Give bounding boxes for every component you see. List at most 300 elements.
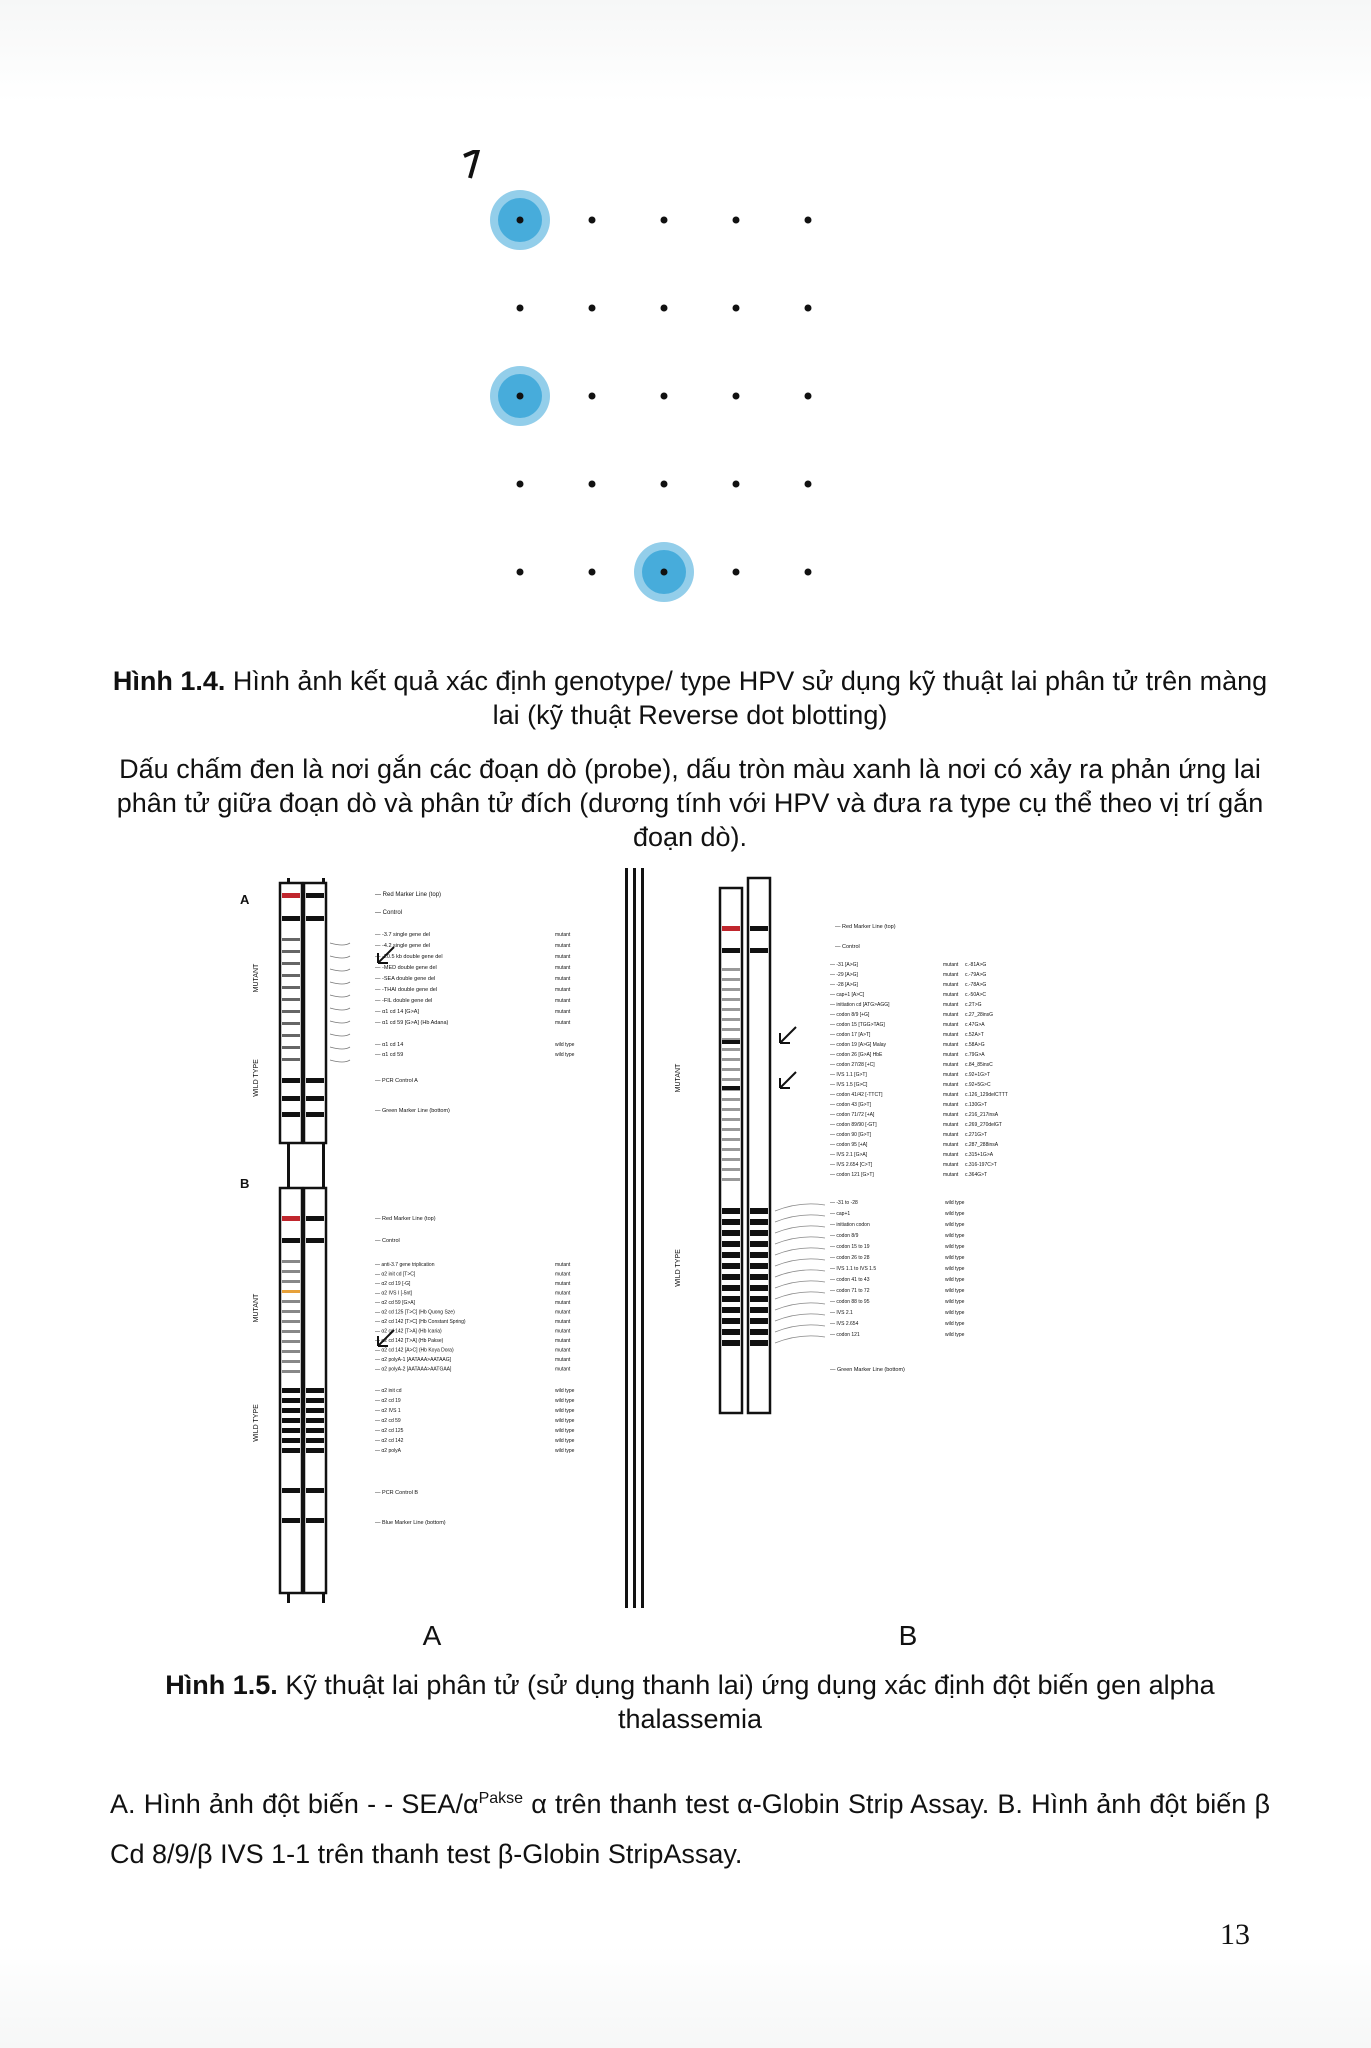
- strip-b-left-band: [722, 1230, 740, 1236]
- corner-mark-icon: [464, 150, 478, 178]
- strip-b-code: c.58A>G: [965, 1042, 985, 1048]
- strip-b-connector: [775, 1336, 825, 1343]
- strip-a-label: — anti-3.7 gene triplication: [375, 1262, 435, 1268]
- strip-b-label: — IVS 1.1 to IVS 1.5: [830, 1266, 877, 1272]
- strip-b-status: mutant: [943, 972, 959, 978]
- probe-dot: [733, 481, 740, 488]
- strip-a-status: mutant: [555, 976, 571, 982]
- probe-dot: [661, 305, 668, 312]
- strip-a-label: — PCR Control B: [375, 1490, 419, 1496]
- strip-a-section-b-right-band: [306, 1438, 324, 1443]
- strip-b-status: wild type: [945, 1266, 965, 1272]
- strip-b-connector: [775, 1237, 825, 1244]
- strip-b-label: — codon 27/28 [+C]: [830, 1062, 875, 1068]
- strip-b-label: — codon 8/9: [830, 1233, 859, 1239]
- strip-a-status: mutant: [555, 1281, 571, 1287]
- strip-b-left-band: [722, 1208, 740, 1214]
- strip-a-section-b-right-band: [306, 1238, 324, 1243]
- strip-a-connector: [330, 995, 350, 997]
- strip-b-left-band: [722, 1274, 740, 1280]
- strip-b-status: mutant: [943, 1022, 959, 1028]
- strip-b-label: — codon 15 [TGG>TAG]: [830, 1022, 885, 1028]
- strip-a-section-b-left-band: [282, 1290, 300, 1293]
- strip-b-left-band: [722, 1158, 740, 1161]
- strip-a-section-b-left-band: [282, 1418, 300, 1423]
- strip-b-status: mutant: [943, 1172, 959, 1178]
- strip-a-section-b-left-band: [282, 1448, 300, 1453]
- strip-b-left-band: [722, 988, 740, 991]
- probe-dot: [661, 393, 668, 400]
- strip-b-code: c.287_288insA: [965, 1142, 999, 1148]
- strip-a-section-b-left-band: [282, 1260, 300, 1263]
- strip-a-section-a-left-band: [282, 938, 300, 941]
- strip-a-section-a-left-band: [282, 1022, 300, 1025]
- strip-a-section-a-left-band: [282, 1010, 300, 1013]
- strip-b-left-band: [722, 1252, 740, 1258]
- strip-b-right-band: [750, 1318, 768, 1324]
- strip-a-section-b-right-band: [306, 1448, 324, 1453]
- strip-a-section-a-left-band: [282, 916, 300, 921]
- strip-b-connector: [775, 1226, 825, 1233]
- strip-a-section-b-left-band: [282, 1310, 300, 1313]
- strip-a-status: wild type: [555, 1052, 575, 1058]
- strip-b-status: mutant: [943, 1002, 959, 1008]
- strip-a-label: — α2 init cd: [375, 1388, 402, 1394]
- strip-a-label: — -MED double gene del: [375, 965, 437, 971]
- strip-b-left-band: [722, 968, 740, 971]
- strip-a-section-b-left-band: [282, 1438, 300, 1443]
- strip-b-status: mutant: [943, 982, 959, 988]
- strip-a-section-b-left-band: [282, 1370, 300, 1373]
- strip-a-label: — α2 IVS I [-5nt]: [375, 1290, 413, 1297]
- strip-b-status: mutant: [943, 962, 959, 968]
- strip-b-right-band: [750, 1230, 768, 1236]
- figure-1-4-caption: [110, 664, 1270, 732]
- figure-1-4-caption-label: Hình 1.4.: [112, 666, 226, 696]
- strip-a-status: mutant: [555, 965, 571, 971]
- strip-b-label: — initiation codon: [830, 1222, 870, 1228]
- strip-b-connector: [775, 1314, 825, 1321]
- strip-b-label: — codon 17 [A>T]: [830, 1032, 871, 1038]
- strip-b-label: — codon 8/9 [+G]: [830, 1012, 870, 1018]
- strip-b-label: — codon 26 to 28: [830, 1255, 870, 1261]
- figure-1-5-description-sup: Pakse: [478, 1790, 524, 1807]
- strip-b-left-band: [722, 978, 740, 981]
- strip-b-label: — codon 90 [G>T]: [830, 1132, 871, 1138]
- strip-b-left-band: [722, 1168, 740, 1171]
- strip-a-connector: [330, 943, 350, 945]
- strip-b-left-band: [722, 1048, 740, 1051]
- strip-a-connector: [330, 1047, 350, 1049]
- strip-b-connector: [775, 1270, 825, 1277]
- strip-b-left-band: [722, 998, 740, 1001]
- strip-a-label: — -SEA double gene del: [375, 976, 436, 982]
- strip-a-section-a-left-band: [282, 962, 300, 965]
- strip-a-section-b-right-band: [306, 1408, 324, 1413]
- strip-b-right-band: [750, 1307, 768, 1313]
- strip-a-section-a-left-band: [282, 1058, 300, 1061]
- strip-b-left-band: [722, 1128, 740, 1131]
- strip-b-left-band: [722, 1178, 740, 1181]
- strip-a-status: mutant: [555, 987, 571, 993]
- strip-a-label: — Control: [375, 1238, 400, 1244]
- strip-a-status: mutant: [555, 998, 571, 1004]
- strip-a-section-a-right-band: [306, 1096, 324, 1101]
- strip-b-code: c.271G>T: [965, 1132, 988, 1138]
- strip-b-label: — IVS 2.1 [G>A]: [830, 1152, 868, 1158]
- strip-b-status: mutant: [943, 1132, 959, 1138]
- strip-b-label: — codon 15 to 19: [830, 1244, 870, 1250]
- strip-a-section-b-left-band: [282, 1488, 300, 1493]
- probe-dot: [517, 481, 524, 488]
- figure-1-5-description-part2: α trên thanh test α-Globin Strip Assay. B. Hình ảnh đột biến β Cd 8/9/β IVS 1-1 trên thanh test β-Globin StripAssay.: [110, 1789, 1270, 1869]
- probe-dot: [805, 217, 812, 224]
- strip-b-status: mutant: [943, 1082, 959, 1088]
- strip-a-section-a-left-band: [282, 1078, 300, 1083]
- strip-a-section-b-right-band: [306, 1428, 324, 1433]
- strip-b-left-band: [722, 926, 740, 931]
- strip-b-label: — codon 88 to 95: [830, 1299, 870, 1305]
- strip-a-connector: [330, 956, 350, 958]
- strip-b-label: — Green Marker Line (bottom): [830, 1367, 905, 1373]
- strip-a-label: — α2 cd 142 [T>C] (Hb Constant Spring): [375, 1319, 466, 1325]
- strip-b-left-band: [722, 948, 740, 953]
- probe-dot: [733, 217, 740, 224]
- strip-a-status: mutant: [555, 1271, 571, 1278]
- strip-b-label: — codon 43 [G>T]: [830, 1102, 871, 1108]
- strip-b-right-band: [750, 1296, 768, 1302]
- strip-a-label: — α1 cd 14 [G>A]: [375, 1009, 419, 1015]
- strip-b-code: c.315+1G>A: [965, 1152, 994, 1158]
- strip-a-section-a-left-band: [282, 998, 300, 1001]
- strip-a-label: — α2 polyA: [375, 1448, 401, 1454]
- panel-label-a: A: [422, 1620, 442, 1651]
- dot-blot-figure: [460, 150, 880, 650]
- strip-b-label: — Red Marker Line (top): [835, 924, 896, 930]
- strip-b-left-band: [722, 1078, 740, 1081]
- strip-b-label: — codon 89/90 [-GT]: [830, 1122, 877, 1128]
- figure-1-5-caption: [110, 1668, 1270, 1736]
- strip-b-status: wild type: [945, 1332, 965, 1338]
- strip-b-status: wild type: [945, 1211, 965, 1217]
- strip-a-status: mutant: [555, 943, 571, 949]
- figure-1-4-description: Dấu chấm đen là nơi gắn các đoạn dò (probe), dấu tròn màu xanh là nơi có xảy ra phản ứng lai phân tử giữa đoạn dò và phân tử đích (dương tính với HPV và đưa ra type cụ thể theo vị trí gắn đoạn dò).: [116, 754, 1264, 852]
- figure-1-5-caption-text: Kỹ thuật lai phân tử (sử dụng thanh lai) ứng dụng xác định đột biến gen alpha thalassemia: [285, 1670, 1215, 1734]
- strip-a-status: mutant: [555, 1262, 571, 1268]
- strip-b-left-band: [722, 1068, 740, 1071]
- strip-b-right-band: [750, 926, 768, 931]
- strip-b-label: — codon 71/72 [+A]: [830, 1112, 875, 1118]
- strip-a-status: mutant: [555, 1328, 571, 1335]
- strip-a-status: mutant: [555, 1357, 571, 1363]
- strip-b-label: — Control: [835, 944, 860, 950]
- strip-a-section-b-left-band: [282, 1320, 300, 1323]
- strip-b-connector: [775, 1292, 825, 1299]
- strip-b-left-band: [722, 1285, 740, 1291]
- strip-b-left-band: [722, 1318, 740, 1324]
- strip-b-connector: [775, 1248, 825, 1255]
- strip-a-label: — -20.5 kb double gene del: [375, 954, 443, 960]
- strip-b-code: c.130G>T: [965, 1102, 988, 1108]
- divider-line-3: [641, 868, 644, 1608]
- strip-b-code: c.-50A>C: [965, 992, 986, 998]
- strip-b-status: mutant: [943, 1092, 959, 1098]
- strip-b-label: — codon 121 [G>T]: [830, 1172, 874, 1178]
- strip-b-left-band: [722, 1148, 740, 1151]
- strip-a-section-a-left-band: [282, 1034, 300, 1037]
- strip-b-code: c.2T>G: [965, 1002, 982, 1008]
- strip-a-label: — α2 cd 142 [T>A] (Hb Icaria): [375, 1328, 442, 1335]
- strip-b-label: — IVS 2.1: [830, 1310, 853, 1316]
- strip-b-figure: [660, 868, 1060, 1568]
- strip-a-section-a-left-band: [282, 974, 300, 977]
- strip-a-status: wild type: [555, 1428, 575, 1434]
- strip-b-right-band: [750, 1329, 768, 1335]
- strip-b-code: c.-81A>G: [965, 962, 987, 968]
- strip-a-section-b-left-band: [282, 1280, 300, 1283]
- probe-dot: [661, 217, 668, 224]
- strip-b-side-label-wildtype: WILD TYPE: [675, 1249, 682, 1287]
- strip-b-connector: [775, 1215, 825, 1222]
- probe-dot: [589, 569, 596, 576]
- strip-a-status: mutant: [555, 1366, 571, 1373]
- strip-b-code: c.47G>A: [965, 1022, 985, 1028]
- strip-a-section-a-left-band: [282, 893, 300, 898]
- probe-dot: [517, 393, 524, 400]
- strip-a-label: — -THAI double gene del: [375, 987, 438, 993]
- arrow-icon: [780, 1027, 796, 1043]
- strip-b-code: c.269_270delGT: [965, 1122, 1002, 1128]
- strip-a-label: — α2 cd 125: [375, 1428, 404, 1434]
- strip-b-left-band: [722, 1028, 740, 1031]
- strip-a-section-b-left-band: [282, 1330, 300, 1333]
- strip-b-code: c.364G>T: [965, 1172, 988, 1178]
- page-number: 13: [1220, 1918, 1250, 1951]
- strip-b-left-band: [722, 1138, 740, 1141]
- strip-b-code: c.-79A>G: [965, 972, 987, 978]
- strip-b-left-band: [722, 1040, 740, 1044]
- strip-a-connector: [330, 969, 350, 971]
- probe-dot: [589, 217, 596, 224]
- strip-b-label: — -28 [A>G]: [830, 982, 858, 988]
- probe-dot: [805, 305, 812, 312]
- probe-dot: [733, 305, 740, 312]
- strip-b-status: mutant: [943, 1042, 959, 1048]
- probe-dot: [589, 305, 596, 312]
- strip-a-status: wild type: [555, 1408, 575, 1414]
- strip-a-status: wild type: [555, 1042, 575, 1048]
- probe-dot: [661, 569, 668, 576]
- strip-b-left-band: [722, 1058, 740, 1061]
- strip-a-label: — α2 IVS 1: [375, 1408, 401, 1414]
- strip-a-status: mutant: [555, 932, 571, 938]
- strip-a-status: wild type: [555, 1388, 575, 1394]
- strip-b-status: wild type: [945, 1222, 965, 1228]
- strip-a-section-a-left-band: [282, 950, 300, 953]
- strip-b-label: — codon 41 to 43: [830, 1277, 870, 1283]
- strip-a-section-a-left-band: [282, 1112, 300, 1117]
- strip-a-section-b-left-band: [282, 1238, 300, 1243]
- probe-dot: [805, 481, 812, 488]
- strip-a-section-b-left-band: [282, 1428, 300, 1433]
- strip-b-label: — -31 to -28: [830, 1200, 858, 1206]
- strip-b-label: — IVS 1.5 [G>C]: [830, 1082, 868, 1088]
- strip-a-section-a-left-band: [282, 1096, 300, 1101]
- strip-b-code: c.84_85insC: [965, 1062, 993, 1068]
- strip-a-connector: [330, 1060, 350, 1062]
- strip-a-section-a-right-band: [306, 893, 324, 898]
- strip-a-label: — α1 cd 59 [G>A] (Hb Adana): [375, 1020, 449, 1026]
- strip-a-connector: [330, 1008, 350, 1010]
- strip-b-status: wild type: [945, 1321, 965, 1327]
- strip-a-label: — α2 cd 142: [375, 1438, 404, 1444]
- strip-a-connector: [330, 1034, 350, 1036]
- strip-b-label: — codon 95 [+A]: [830, 1142, 868, 1148]
- strip-b-label: — codon 71 to 72: [830, 1288, 870, 1294]
- strip-a-section-b-right-band: [306, 1518, 324, 1523]
- strip-b-label: — cap+1 [A>C]: [830, 992, 865, 998]
- strip-a-connector: [330, 1021, 350, 1023]
- strip-a-side-label-mutant: MUTANT: [253, 963, 260, 993]
- strip-b-code: c.92+5G>C: [965, 1082, 991, 1088]
- strip-b-right-band: [750, 1340, 768, 1346]
- strip-b-right-band: [750, 1241, 768, 1247]
- strip-a-section-b-left-band: [282, 1518, 300, 1523]
- strip-a-figure: [230, 868, 610, 1608]
- strip-b-left-band: [722, 1118, 740, 1121]
- strip-a-section-b-left-band: [282, 1270, 300, 1273]
- strip-b-code: c.316-197C>T: [965, 1162, 997, 1168]
- strip-a-status: wild type: [555, 1398, 575, 1404]
- strip-b-label: — -31 [A>G]: [830, 962, 858, 968]
- strip-b-status: mutant: [943, 1112, 959, 1118]
- strip-a-label: — α2 cd 19 [-G]: [375, 1281, 411, 1287]
- strip-a-status: mutant: [555, 954, 571, 960]
- strip-a-label: — α1 cd 14: [375, 1042, 404, 1048]
- strip-a-label: — α2 polyA-1 [AATAAA>AATAAG]: [375, 1357, 452, 1363]
- strip-a-status: mutant: [555, 1319, 571, 1325]
- strip-b-connector: [775, 1325, 825, 1332]
- strip-a-section-b-left-band: [282, 1300, 300, 1303]
- divider-line-1: [625, 868, 628, 1608]
- panel-label-b: B: [898, 1620, 918, 1651]
- strip-b-status: wild type: [945, 1277, 965, 1283]
- strip-a-status: mutant: [555, 1347, 571, 1354]
- strip-b-right-band: [750, 948, 768, 953]
- strip-a-section-b-right-band: [306, 1418, 324, 1423]
- strip-a-label: — α1 cd 59: [375, 1052, 404, 1058]
- strip-a-label: — Red Marker Line (top): [375, 1216, 436, 1222]
- figure-1-5-description-part1: A. Hình ảnh đột biến - - SEA/α: [110, 1789, 479, 1819]
- strip-a-label: — -FIL double gene del: [375, 998, 433, 1004]
- strip-b-label: — -29 [A>G]: [830, 972, 858, 978]
- strip-b-right-band: [750, 1252, 768, 1258]
- probe-dot: [517, 217, 524, 224]
- strip-a-status: mutant: [555, 1020, 571, 1026]
- strip-a-section-b-right-band: [306, 1388, 324, 1393]
- strip-a-section-a-label: A: [240, 892, 250, 907]
- strip-b-connector: [775, 1281, 825, 1288]
- strip-a-label: — α2 cd 59 [G>A]: [375, 1300, 415, 1306]
- strip-b-connector: [775, 1204, 825, 1211]
- strip-a-section-a-right-band: [306, 916, 324, 921]
- strip-a-label: — PCR Control A: [375, 1078, 418, 1084]
- strip-b-left-band: [722, 1296, 740, 1302]
- strip-b-left-band: [722, 1263, 740, 1269]
- strip-b-status: mutant: [943, 1012, 959, 1018]
- strip-a-label: — α2 cd 59: [375, 1418, 401, 1424]
- strip-b-right-band: [750, 1274, 768, 1280]
- strip-b-status: mutant: [943, 1162, 959, 1168]
- strip-a-side-label-wildtype: WILD TYPE: [253, 1059, 260, 1097]
- strip-b-status: mutant: [943, 992, 959, 998]
- strip-a-section-b-left-band: [282, 1388, 300, 1393]
- strip-a-section-b-label: B: [240, 1176, 250, 1191]
- strip-a-label: — -3.7 single gene del: [375, 932, 431, 938]
- probe-dot: [733, 569, 740, 576]
- strip-a-label: — α2 cd 142 [T>A] (Hb Pakse): [375, 1338, 444, 1344]
- strip-b-right-band: [750, 1263, 768, 1269]
- probe-dot: [805, 569, 812, 576]
- strip-a-label: — -4.2 single gene del: [375, 943, 431, 949]
- strip-a-section-a-left-band: [282, 986, 300, 989]
- probe-dot: [589, 393, 596, 400]
- probe-dot: [661, 481, 668, 488]
- strip-b-left-band: [722, 1098, 740, 1101]
- strip-b-right-band: [750, 1219, 768, 1225]
- strip-a-section-b-left-band: [282, 1360, 300, 1363]
- strip-b-status: mutant: [943, 1052, 959, 1058]
- strip-a-label: — α2 cd 142 [A>C] (Hb Koya Dora): [375, 1347, 454, 1354]
- strip-b-side-label-mutant: MUTANT: [675, 1063, 682, 1093]
- strip-a-section-b-right-band: [306, 1398, 324, 1403]
- strip-b-left-band: [722, 1340, 740, 1346]
- arrow-icon: [780, 1072, 796, 1088]
- strip-a-section-a-right-outline: [304, 883, 326, 1143]
- strip-a-label: — Blue Marker Line (bottom): [375, 1520, 446, 1526]
- strip-a-status: mutant: [555, 1009, 571, 1015]
- strip-b-status: mutant: [943, 1142, 959, 1148]
- strip-b-left-band: [722, 1008, 740, 1011]
- strip-a-status: wild type: [555, 1448, 575, 1454]
- strip-b-label: — IVS 2.654 [C>T]: [830, 1162, 873, 1168]
- strip-b-status: wild type: [945, 1233, 965, 1239]
- strip-b-label: — codon 121: [830, 1332, 860, 1338]
- strip-a-status: mutant: [555, 1290, 571, 1297]
- strip-a-status: mutant: [555, 1309, 571, 1316]
- strip-b-status: wild type: [945, 1299, 965, 1305]
- strip-a-section-b-right-band: [306, 1216, 324, 1221]
- strip-b-status: mutant: [943, 1122, 959, 1128]
- strip-b-label: — codon 19 [A>G] Malay: [830, 1042, 887, 1048]
- probe-dot: [517, 569, 524, 576]
- figure-1-4-caption-text: Hình ảnh kết quả xác định genotype/ type HPV sử dụng kỹ thuật lai phân tử trên màng lai (kỹ thuật Reverse dot blotting): [232, 666, 1268, 730]
- probe-dot: [517, 305, 524, 312]
- strip-a-status: wild type: [555, 1418, 575, 1424]
- strip-a-section-b-left-band: [282, 1408, 300, 1413]
- strip-b-status: wild type: [945, 1288, 965, 1294]
- probe-dot: [589, 481, 596, 488]
- strip-b-code: c.216_217insA: [965, 1112, 999, 1118]
- strip-a-status: mutant: [555, 1300, 571, 1306]
- strip-b-left-band: [722, 1086, 740, 1090]
- strip-b-status: mutant: [943, 1032, 959, 1038]
- probe-dot: [733, 393, 740, 400]
- strip-b-left-band: [722, 1307, 740, 1313]
- strip-b-status: wild type: [945, 1244, 965, 1250]
- strip-a-section-b-left-band: [282, 1350, 300, 1353]
- strip-a-label: — Red Marker Line (top): [375, 892, 442, 898]
